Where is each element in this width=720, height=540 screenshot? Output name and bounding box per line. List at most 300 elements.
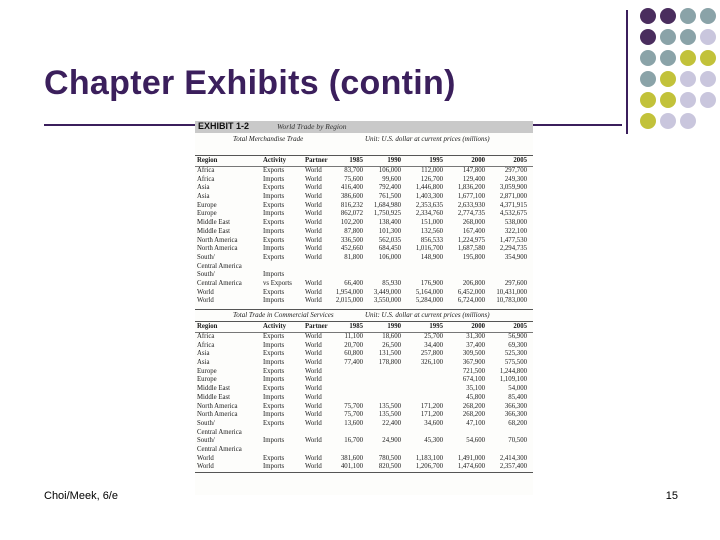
table-row	[195, 297, 533, 306]
cell-2005: 1,244,800	[499, 367, 527, 375]
cell-partner: World	[305, 297, 322, 305]
cell-2005: 2,871,000	[499, 193, 527, 201]
cell-2000: 129,400	[462, 175, 485, 183]
cell-2005: 68,200	[508, 419, 527, 427]
cell-activity: Imports	[263, 271, 285, 279]
cell-1995: 856,533	[420, 236, 443, 244]
cell-partner: World	[305, 219, 322, 227]
dot	[680, 50, 696, 66]
cell-region: Africa	[197, 175, 215, 183]
cell-2005: 322,100	[504, 227, 527, 235]
cell-region: Asia	[197, 359, 210, 367]
cell-2000: 45,800	[466, 393, 485, 401]
table-row	[195, 176, 533, 185]
cell-region: World	[197, 463, 214, 471]
col-header-1990: 1990	[387, 323, 401, 330]
cell-region: North America	[197, 402, 238, 410]
cell-activity: Exports	[263, 367, 285, 375]
cell-1995: 151,000	[420, 219, 443, 227]
cell-2000: 54,600	[466, 437, 485, 445]
table-row	[195, 280, 533, 289]
cell-activity: Exports	[263, 419, 285, 427]
table-row	[195, 359, 533, 368]
dot	[660, 92, 676, 108]
cell-activity: Exports	[263, 385, 285, 393]
cell-activity: Imports	[263, 463, 285, 471]
cell-partner: World	[305, 253, 322, 261]
cell-2005: 4,532,675	[499, 210, 527, 218]
cell-2000: 268,200	[462, 402, 485, 410]
cell-activity: Exports	[263, 288, 285, 296]
table-row	[195, 411, 533, 420]
cell-1995: 171,200	[420, 411, 443, 419]
table-row	[195, 385, 533, 394]
col-header-2005: 2005	[513, 157, 527, 164]
dot	[640, 8, 656, 24]
cell-partner: World	[305, 341, 322, 349]
cell-1990: 562,035	[378, 236, 401, 244]
cell-1985: 83,700	[344, 167, 363, 174]
cell-region: Europe	[197, 367, 217, 375]
cell-1995: 34,600	[424, 419, 443, 427]
cell-partner: World	[305, 437, 322, 445]
exhibit-header	[195, 121, 533, 133]
cell-2000: 206,800	[462, 279, 485, 287]
table-row	[195, 184, 533, 193]
cell-1995: 1,016,700	[415, 245, 443, 253]
cell-2005: 70,500	[508, 437, 527, 445]
col-header-2000: 2000	[471, 323, 485, 330]
cell-1985: 87,800	[344, 227, 363, 235]
cell-1995: 126,700	[420, 175, 443, 183]
cell-2000: 268,200	[462, 411, 485, 419]
cell-partner: World	[305, 279, 322, 287]
services-section-header	[195, 309, 533, 322]
cell-1990: 18,600	[382, 333, 401, 340]
cell-region: South/	[197, 253, 215, 261]
cell-partner: World	[305, 245, 322, 253]
col-header-1995: 1995	[429, 157, 443, 164]
cell-2000: 268,000	[462, 219, 485, 227]
cell-1995: 2,334,760	[415, 210, 443, 218]
cell-2005: 1,109,100	[499, 376, 527, 384]
table-row	[195, 333, 533, 342]
cell-activity: Imports	[263, 210, 285, 218]
col-header-1985: 1985	[349, 323, 363, 330]
cell-2000: 1,687,580	[457, 245, 485, 253]
col-header-partner: Partner	[305, 157, 328, 164]
cell-1985: 11,100	[344, 333, 363, 340]
cell-2005: 1,477,530	[499, 236, 527, 244]
dot	[700, 8, 716, 24]
cell-partner: World	[305, 288, 322, 296]
col-header-2000: 2000	[471, 157, 485, 164]
cell-partner: World	[305, 184, 322, 192]
dot	[700, 92, 716, 108]
cell-activity: vs Exports	[263, 279, 292, 287]
col-header-region: Region	[197, 157, 218, 164]
cell-partner: World	[305, 419, 322, 427]
cell-activity: Imports	[263, 393, 285, 401]
cell-partner: World	[305, 411, 322, 419]
cell-1995: 5,284,000	[415, 297, 443, 305]
cell-1990: 26,500	[382, 341, 401, 349]
cell-region: Central America	[197, 445, 242, 453]
cell-2005: 2,414,300	[499, 454, 527, 462]
cell-1990: 106,000	[378, 253, 401, 261]
cell-region: North America	[197, 236, 238, 244]
dot	[700, 29, 716, 45]
dot	[680, 92, 696, 108]
cell-1985: 16,700	[344, 437, 363, 445]
cell-activity: Exports	[263, 184, 285, 192]
cell-1985: 77,400	[344, 359, 363, 367]
cell-2005: 2,357,400	[499, 463, 527, 471]
cell-1995: 132,560	[420, 227, 443, 235]
cell-activity: Imports	[263, 411, 285, 419]
dot	[640, 92, 656, 108]
cell-region: Central America	[197, 428, 242, 436]
dot	[640, 71, 656, 87]
cell-1995: 257,800	[420, 350, 443, 358]
cell-1990: 1,684,980	[373, 201, 401, 209]
cell-2000: 721,500	[462, 367, 485, 375]
merchandise-unit-label: Unit: U.S. dollar at current prices (millions)	[365, 135, 490, 143]
col-header-partner: Partner	[305, 323, 328, 330]
cell-1985: 401,100	[340, 463, 363, 471]
cell-1985: 386,600	[340, 193, 363, 201]
cell-1995: 45,300	[424, 437, 443, 445]
cell-2000: 309,500	[462, 350, 485, 358]
cell-partner: World	[305, 201, 322, 209]
vertical-rule	[626, 10, 628, 134]
cell-2005: 10,783,000	[496, 297, 527, 305]
cell-1995: 1,403,300	[415, 193, 443, 201]
cell-region: Central America	[197, 279, 242, 287]
cell-1985: 1,954,000	[335, 288, 363, 296]
cell-region: Africa	[197, 341, 215, 349]
cell-1985: 381,600	[340, 454, 363, 462]
dot	[660, 50, 676, 66]
cell-partner: World	[305, 210, 322, 218]
cell-2000: 6,724,000	[457, 297, 485, 305]
table-row	[195, 202, 533, 211]
cell-1985: 81,800	[344, 253, 363, 261]
cell-partner: World	[305, 333, 322, 340]
table-row	[195, 420, 533, 429]
cell-activity: Exports	[263, 219, 285, 227]
cell-1990: 99,600	[382, 175, 401, 183]
cell-1990: 85,930	[382, 279, 401, 287]
cell-region: Middle East	[197, 393, 231, 401]
table-row	[195, 193, 533, 202]
cell-partner: World	[305, 376, 322, 384]
cell-1990: 1,750,925	[373, 210, 401, 218]
cell-activity: Exports	[263, 350, 285, 358]
table-row	[195, 437, 533, 446]
cell-1990: 3,550,000	[373, 297, 401, 305]
cell-2000: 674,100	[462, 376, 485, 384]
cell-partner: World	[305, 463, 322, 471]
cell-partner: World	[305, 393, 322, 401]
cell-1990: 178,800	[378, 359, 401, 367]
dot	[680, 8, 696, 24]
exhibit-world-trade-table	[195, 121, 533, 495]
cell-partner: World	[305, 367, 322, 375]
cell-partner: World	[305, 350, 322, 358]
cell-1985: 66,400	[344, 279, 363, 287]
table-row	[195, 342, 533, 351]
services-unit-label: Unit: U.S. dollar at current prices (millions)	[365, 311, 490, 319]
footer-source: Choi/Meek, 6/e	[44, 490, 118, 502]
cell-region: Africa	[197, 333, 215, 340]
services-section-title: Total Trade in Commercial Services	[233, 311, 334, 319]
cell-region: Central America	[197, 262, 242, 270]
cell-1995: 25,700	[424, 333, 443, 340]
dot	[680, 29, 696, 45]
cell-1985: 75,600	[344, 175, 363, 183]
cell-2000: 1,677,100	[457, 193, 485, 201]
dot	[660, 8, 676, 24]
cell-partner: World	[305, 236, 322, 244]
cell-1990: 131,500	[378, 350, 401, 358]
merchandise-rows	[195, 167, 533, 306]
cell-2000: 6,452,000	[457, 288, 485, 296]
table-row	[195, 219, 533, 228]
cell-region: South/	[197, 271, 215, 279]
cell-1995: 1,183,100	[415, 454, 443, 462]
cell-partner: World	[305, 167, 322, 174]
cell-activity: Imports	[263, 341, 285, 349]
cell-activity: Imports	[263, 297, 285, 305]
cell-2005: 54,000	[508, 385, 527, 393]
dot	[640, 29, 656, 45]
dot	[700, 50, 716, 66]
cell-1995: 1,446,800	[415, 184, 443, 192]
cell-1985: 336,500	[340, 236, 363, 244]
cell-2005: 525,300	[504, 350, 527, 358]
cell-region: South/	[197, 419, 215, 427]
col-header-1985: 1985	[349, 157, 363, 164]
cell-region: Asia	[197, 193, 210, 201]
cell-2000: 37,400	[466, 341, 485, 349]
cell-activity: Imports	[263, 227, 285, 235]
cell-1985: 2,015,000	[335, 297, 363, 305]
table-row	[195, 245, 533, 254]
cell-2005: 4,371,915	[499, 201, 527, 209]
cell-region: Europe	[197, 210, 217, 218]
cell-region: Middle East	[197, 219, 231, 227]
merchandise-section-title: Total Merchandise Trade	[233, 135, 304, 143]
cell-region: Middle East	[197, 385, 231, 393]
cell-2005: 538,000	[504, 219, 527, 227]
cell-2005: 366,300	[504, 411, 527, 419]
cell-1990: 135,500	[378, 402, 401, 410]
cell-2000: 195,800	[462, 253, 485, 261]
services-column-headers	[195, 322, 533, 333]
dot	[640, 50, 656, 66]
col-header-region: Region	[197, 323, 218, 330]
cell-2005: 297,600	[504, 279, 527, 287]
col-header-1990: 1990	[387, 157, 401, 164]
cell-1985: 816,232	[340, 201, 363, 209]
cell-2000: 1,474,600	[457, 463, 485, 471]
cell-1985: 452,660	[340, 245, 363, 253]
slide-title: Chapter Exhibits (contin)	[44, 64, 456, 102]
cell-region: Middle East	[197, 227, 231, 235]
cell-2005: 297,700	[504, 167, 527, 174]
decorative-dot-grid	[640, 8, 720, 138]
cell-2000: 35,100	[466, 385, 485, 393]
cell-1985: 75,700	[344, 402, 363, 410]
cell-partner: World	[305, 227, 322, 235]
cell-2005: 10,431,000	[496, 288, 527, 296]
cell-activity: Imports	[263, 359, 285, 367]
cell-activity: Exports	[263, 253, 285, 261]
cell-activity: Exports	[263, 454, 285, 462]
cell-2005: 3,059,900	[499, 184, 527, 192]
cell-1995: 112,000	[421, 167, 443, 174]
cell-2005: 85,400	[508, 393, 527, 401]
dot	[680, 113, 696, 129]
cell-activity: Imports	[263, 175, 285, 183]
cell-partner: World	[305, 402, 322, 410]
cell-2000: 2,774,735	[457, 210, 485, 218]
table-row	[195, 429, 533, 438]
table-row	[195, 463, 533, 472]
cell-partner: World	[305, 193, 322, 201]
cell-1990: 3,449,000	[373, 288, 401, 296]
table-row	[195, 446, 533, 455]
cell-1995: 34,400	[424, 341, 443, 349]
cell-1985: 60,800	[344, 350, 363, 358]
col-header-activity: Activity	[263, 323, 287, 330]
cell-1990: 106,000	[378, 167, 401, 174]
cell-1990: 820,500	[378, 463, 401, 471]
cell-activity: Imports	[263, 437, 285, 445]
cell-1990: 24,900	[382, 437, 401, 445]
table-row	[195, 167, 533, 176]
cell-1985: 102,200	[340, 219, 363, 227]
cell-activity: Imports	[263, 376, 285, 384]
cell-1990: 684,450	[378, 245, 401, 253]
cell-1990: 22,400	[382, 419, 401, 427]
exhibit-number: EXHIBIT 1-2	[198, 121, 250, 131]
cell-activity: Exports	[263, 236, 285, 244]
cell-activity: Imports	[263, 245, 285, 253]
cell-2000: 167,400	[462, 227, 485, 235]
cell-region: Europe	[197, 201, 217, 209]
col-header-2005: 2005	[513, 323, 527, 330]
table-row	[195, 263, 533, 272]
cell-1985: 13,600	[344, 419, 363, 427]
cell-1990: 135,500	[378, 411, 401, 419]
table-row	[195, 376, 533, 385]
cell-partner: World	[305, 385, 322, 393]
cell-2005: 249,300	[504, 175, 527, 183]
merchandise-section-header	[195, 133, 533, 156]
cell-region: World	[197, 297, 214, 305]
cell-2005: 2,294,735	[499, 245, 527, 253]
cell-2000: 367,900	[462, 359, 485, 367]
cell-region: World	[197, 288, 214, 296]
cell-region: North America	[197, 245, 238, 253]
services-rows	[195, 333, 533, 472]
cell-region: World	[197, 454, 214, 462]
dot	[660, 71, 676, 87]
cell-region: Europe	[197, 376, 217, 384]
cell-2005: 69,300	[508, 341, 527, 349]
cell-1995: 148,900	[420, 253, 443, 261]
cell-1995: 171,200	[420, 402, 443, 410]
cell-2005: 366,300	[504, 402, 527, 410]
cell-1990: 138,400	[378, 219, 401, 227]
cell-1985: 75,700	[344, 411, 363, 419]
cell-1985: 862,072	[340, 210, 363, 218]
col-header-1995: 1995	[429, 323, 443, 330]
cell-region: Africa	[197, 167, 215, 174]
page-number: 15	[665, 490, 678, 502]
cell-region: North America	[197, 411, 238, 419]
cell-activity: Exports	[263, 167, 285, 174]
cell-1985: 416,400	[340, 184, 363, 192]
table-row	[195, 403, 533, 412]
table-row	[195, 228, 533, 237]
cell-1995: 326,100	[420, 359, 443, 367]
table-row	[195, 237, 533, 246]
cell-region: Asia	[197, 350, 210, 358]
table-row	[195, 210, 533, 219]
cell-2000: 31,300	[466, 333, 485, 340]
cell-1995: 176,900	[420, 279, 443, 287]
cell-2005: 56,900	[508, 333, 527, 340]
cell-2000: 47,100	[466, 419, 485, 427]
cell-2000: 1,224,975	[457, 236, 485, 244]
merchandise-column-headers	[195, 156, 533, 167]
cell-1990: 761,500	[378, 193, 401, 201]
table-row	[195, 455, 533, 464]
cell-2000: 2,633,930	[457, 201, 485, 209]
cell-region: South/	[197, 437, 215, 445]
col-header-activity: Activity	[263, 157, 287, 164]
table-row	[195, 289, 533, 298]
cell-1995: 2,353,635	[415, 201, 443, 209]
dot	[700, 71, 716, 87]
cell-1995: 1,206,700	[415, 463, 443, 471]
cell-activity: Exports	[263, 402, 285, 410]
cell-activity: Imports	[263, 193, 285, 201]
dot	[660, 29, 676, 45]
cell-1990: 780,500	[378, 454, 401, 462]
table-row	[195, 368, 533, 377]
table-row	[195, 394, 533, 403]
table-row	[195, 350, 533, 359]
cell-partner: World	[305, 454, 322, 462]
cell-region: Asia	[197, 184, 210, 192]
cell-1995: 5,164,000	[415, 288, 443, 296]
cell-partner: World	[305, 359, 322, 367]
table-row	[195, 254, 533, 263]
exhibit-caption: World Trade by Region	[277, 122, 347, 131]
cell-partner: World	[305, 175, 322, 183]
dot	[640, 113, 656, 129]
dot	[660, 113, 676, 129]
cell-2000: 147,800	[462, 167, 485, 174]
cell-2000: 1,491,000	[457, 454, 485, 462]
cell-activity: Exports	[263, 333, 285, 340]
cell-1990: 101,300	[378, 227, 401, 235]
cell-2000: 1,836,200	[457, 184, 485, 192]
